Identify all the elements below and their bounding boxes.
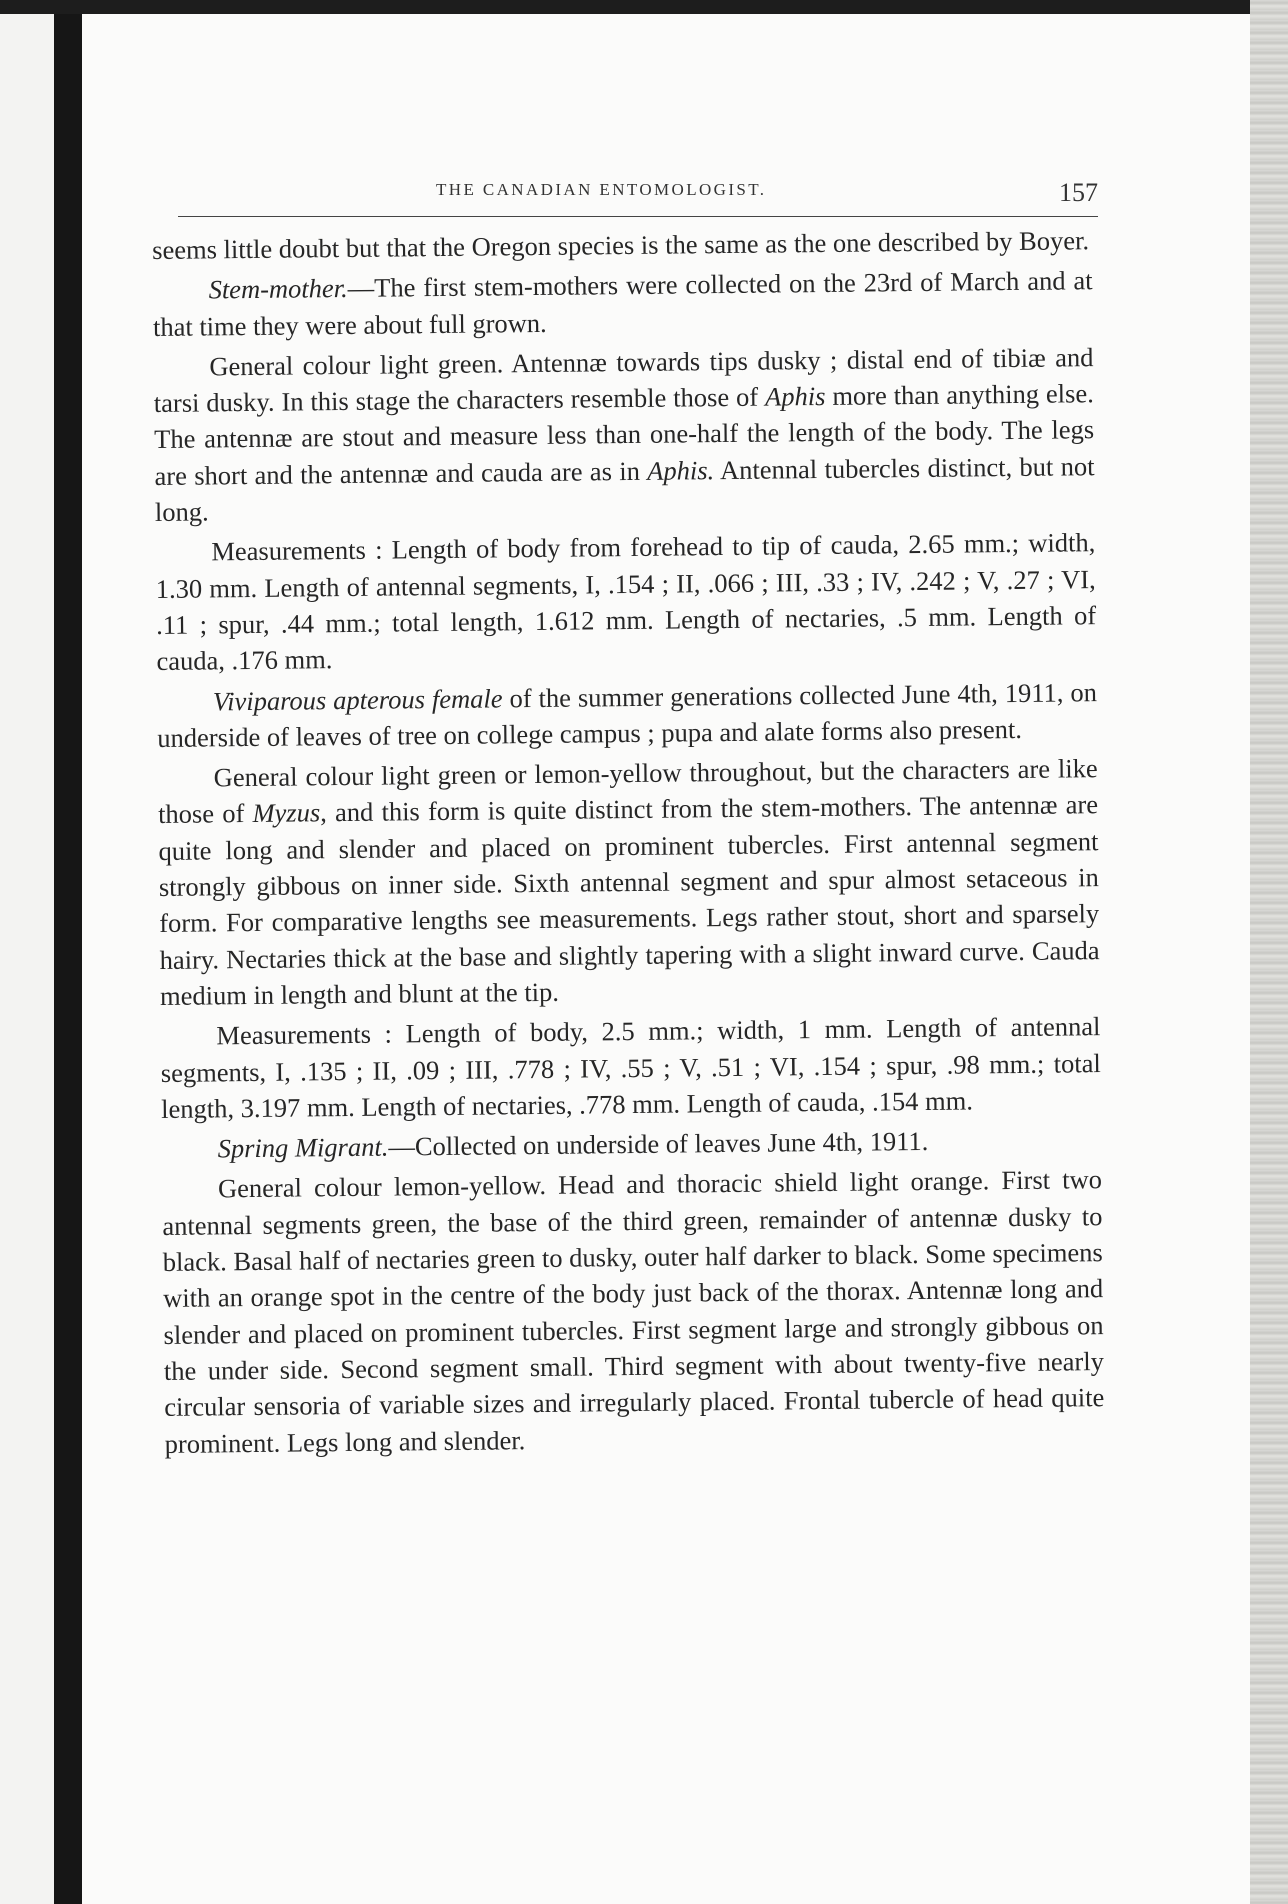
text-run: of the summer generations collected June 4th, 1911, on underside of leaves of tree on college campus ; pupa and alate forms also present. xyxy=(157,676,1098,753)
genus-name: Aphis xyxy=(764,381,826,412)
text-run: Measurements : Length of body, 2.5 mm.; width, 1 mm. Length of antennal segments, I, .135 ; II, .09 ; III, .778 ; IV, .55 ; V, .51 ; VI, .154 ; spur, .98 mm.; total length, 3.197 mm. Length of nectaries, .778 mm. Length of cauda, .154 mm. xyxy=(160,1011,1101,1124)
text-run: seems little doubt but that the Oregon species is the same as the one described by Boyer. xyxy=(152,225,1090,265)
genus-name: Aphis. xyxy=(647,454,715,486)
section-heading-spring-migrant: Spring Migrant. xyxy=(217,1131,389,1164)
body-text xyxy=(152,222,1105,1466)
paragraph-stem-mother xyxy=(152,262,1093,344)
paragraph-spring-migrant xyxy=(161,1121,1101,1167)
genus-name: Myzus xyxy=(252,797,321,829)
page-number: 157 xyxy=(1059,178,1098,207)
running-header xyxy=(178,178,1098,214)
running-title: THE CANADIAN ENTOMOLOGIST. xyxy=(436,180,767,199)
section-heading-viviparous-female: Viviparous apterous female xyxy=(212,682,503,716)
text-run: Antennal tubercles distinct, but not long. xyxy=(154,450,1095,528)
paragraph-stem-mother-description xyxy=(153,339,1095,530)
paragraph-stem-mother-measurements xyxy=(155,525,1096,680)
paragraph-viviparous-description xyxy=(158,750,1101,1014)
text-run: Measurements : Length of body from forehead to tip of cauda, 2.65 mm.; width, 1.30 mm. Length of antennal segments, I, .154 ; II, .066 ; III, .33 ; IV, .242 ; V, .27 ; VI, .11 ; spur, .44 mm.; total length, 1.612 mm. Length of nectaries, .5 mm. Length of cauda, .176 mm. xyxy=(155,527,1097,677)
text-run: —Collected on underside of leaves June 4th, 1911. xyxy=(388,1126,929,1162)
text-run: General colour light green or lemon-yellow throughout, but the characters are like those of xyxy=(157,753,1098,830)
text-run: , and this form is quite distinct from the stem-mothers. The antennæ are quite long and slender and placed on prominent tubercles. First antennal segment strongly gibbous on inner side. Sixth antennal segment and spur almost setaceous in form. For comparative lengths see measurements. Legs rather stout, short and sparsely hairy. Nectaries thick at the base and slightly tapering with a slight inward curve. Cauda medium in length and blunt at the tip. xyxy=(158,789,1100,1011)
paragraph-spring-migrant-description xyxy=(162,1162,1105,1462)
scan-top-edge xyxy=(0,0,1288,14)
paragraph-viviparous-female xyxy=(157,674,1098,756)
book-spine-shadow xyxy=(54,14,82,1904)
page-edge-stack xyxy=(1250,0,1288,1904)
paragraph-viviparous-measurements xyxy=(160,1008,1101,1127)
scan-left-margin xyxy=(0,14,54,1904)
text-run: more than anything else. The antennæ are stout and measure less than one-half the length of the body. The legs are short and the antennæ and cauda are as in xyxy=(154,378,1095,491)
header-rule xyxy=(178,216,1098,217)
text-run: General colour lemon-yellow. Head and thoracic shield light orange. First two antennal segments green, the base of the third green, remainder of antennæ dusky to black. Basal half of nectaries green to dusky, outer half darker to black. Some specimens with an orange spot in the centre of the body just back of the thorax. Antennæ long and slender and placed on prominent tubercles. First segment large and strongly gibbous on the under side. Second segment small. Third segment with about twenty-five nearly circular sensoria of variable sizes and irregularly placed. Frontal tubercle of head quite prominent. Legs long and slender. xyxy=(162,1164,1105,1459)
text-run: —The first stem-mothers were collected on the 23rd of March and at that time they were about full grown. xyxy=(152,265,1093,342)
text-run: General colour light green. Antennæ towards tips dusky ; distal end of tibiæ and tarsi dusky. In this stage the characters resemble those of xyxy=(153,342,1094,419)
section-heading-stem-mother: Stem-mother. xyxy=(208,273,348,305)
